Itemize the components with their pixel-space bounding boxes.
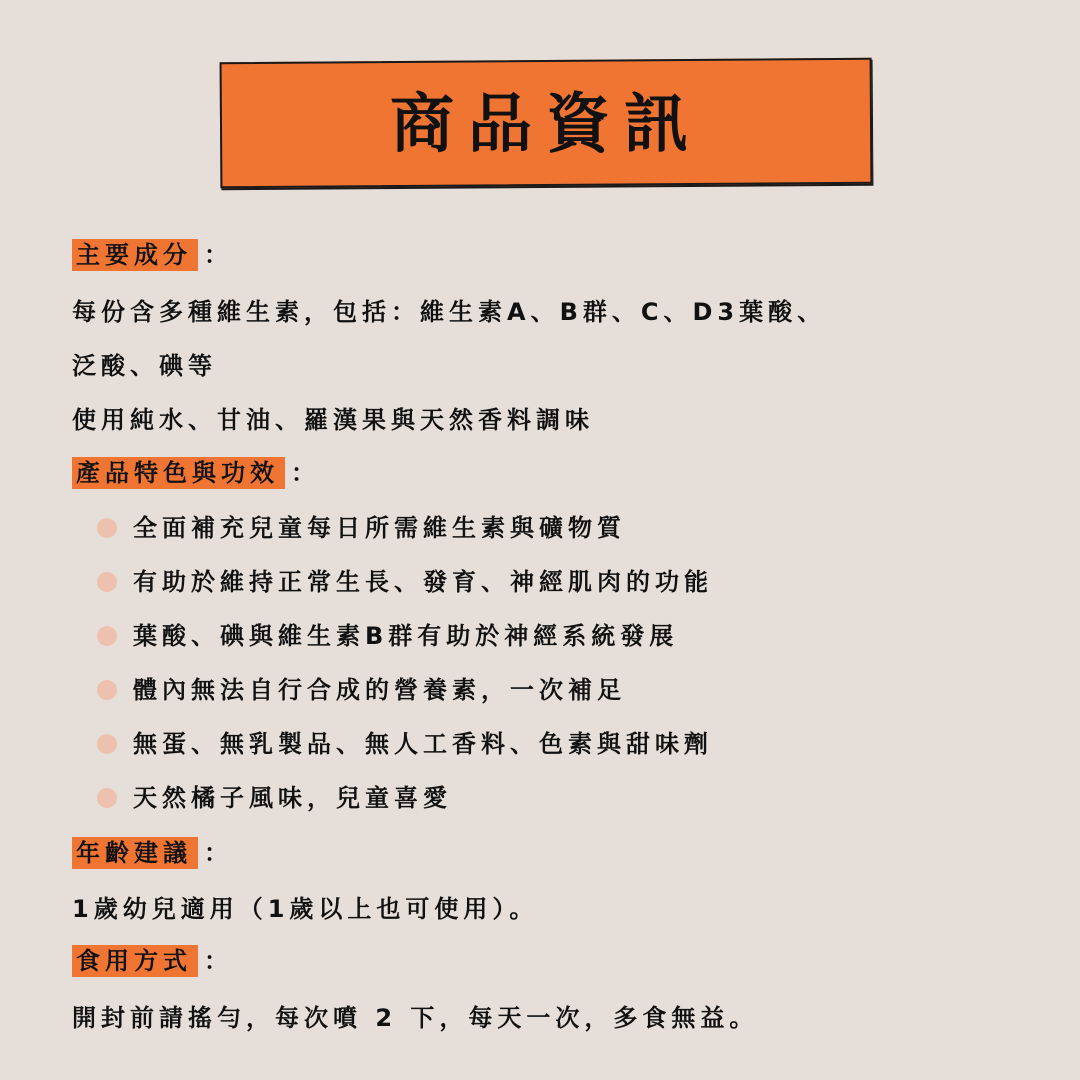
feature-list-item [97,512,626,544]
feature-text: 體內無法自行合成的營養素，一次補足 [133,676,626,704]
bullet-dot-icon [97,626,117,646]
feature-list-item [97,674,626,706]
usage-line: 開封前請搖勻，每次噴 2 下，每天一次，多食無益。 [72,1004,759,1032]
usage-heading-colon: ： [204,947,233,975]
usage-heading: 食用方式 [72,945,198,977]
ingredients-heading-colon: ： [204,241,233,269]
features-heading: 產品特色與功效 [72,457,285,489]
feature-text: 天然橘子風味，兒童喜愛 [133,784,452,812]
feature-list-item [97,566,713,598]
ingredients-heading: 主要成分 [72,239,198,271]
ingredients-line: 使用純水、甘油、羅漢果與天然香料調味 [72,406,594,434]
title-banner [220,58,873,189]
age-line: 1歲幼兒適用（1歲以上也可使用）。 [72,895,539,923]
bullet-dot-icon [97,788,117,808]
ingredients-heading-row [72,239,233,271]
feature-list-item [97,620,678,652]
feature-text: 有助於維持正常生長、發育、神經肌肉的功能 [133,568,713,596]
bullet-dot-icon [97,518,117,538]
age-heading-colon: ： [204,839,233,867]
ingredients-line: 泛酸、碘等 [72,352,217,380]
bullet-dot-icon [97,734,117,754]
feature-text: 全面補充兒童每日所需維生素與礦物質 [133,514,626,542]
features-heading-colon: ： [291,459,320,487]
features-heading-row [72,457,320,489]
age-heading-row [72,837,233,869]
feature-list-item [97,782,452,814]
bullet-dot-icon [97,572,117,592]
page-title: 商品資訊 [390,87,703,162]
feature-list-item [97,728,713,760]
feature-text: 無蛋、無乳製品、無人工香料、色素與甜味劑 [133,730,713,758]
age-heading: 年齡建議 [72,837,198,869]
usage-heading-row [72,945,233,977]
feature-text: 葉酸、碘與維生素B群有助於神經系統發展 [133,622,679,650]
ingredients-line: 每份含多種維生素，包括：維生素A、B群、C、D3葉酸、 [72,298,827,326]
bullet-dot-icon [97,680,117,700]
